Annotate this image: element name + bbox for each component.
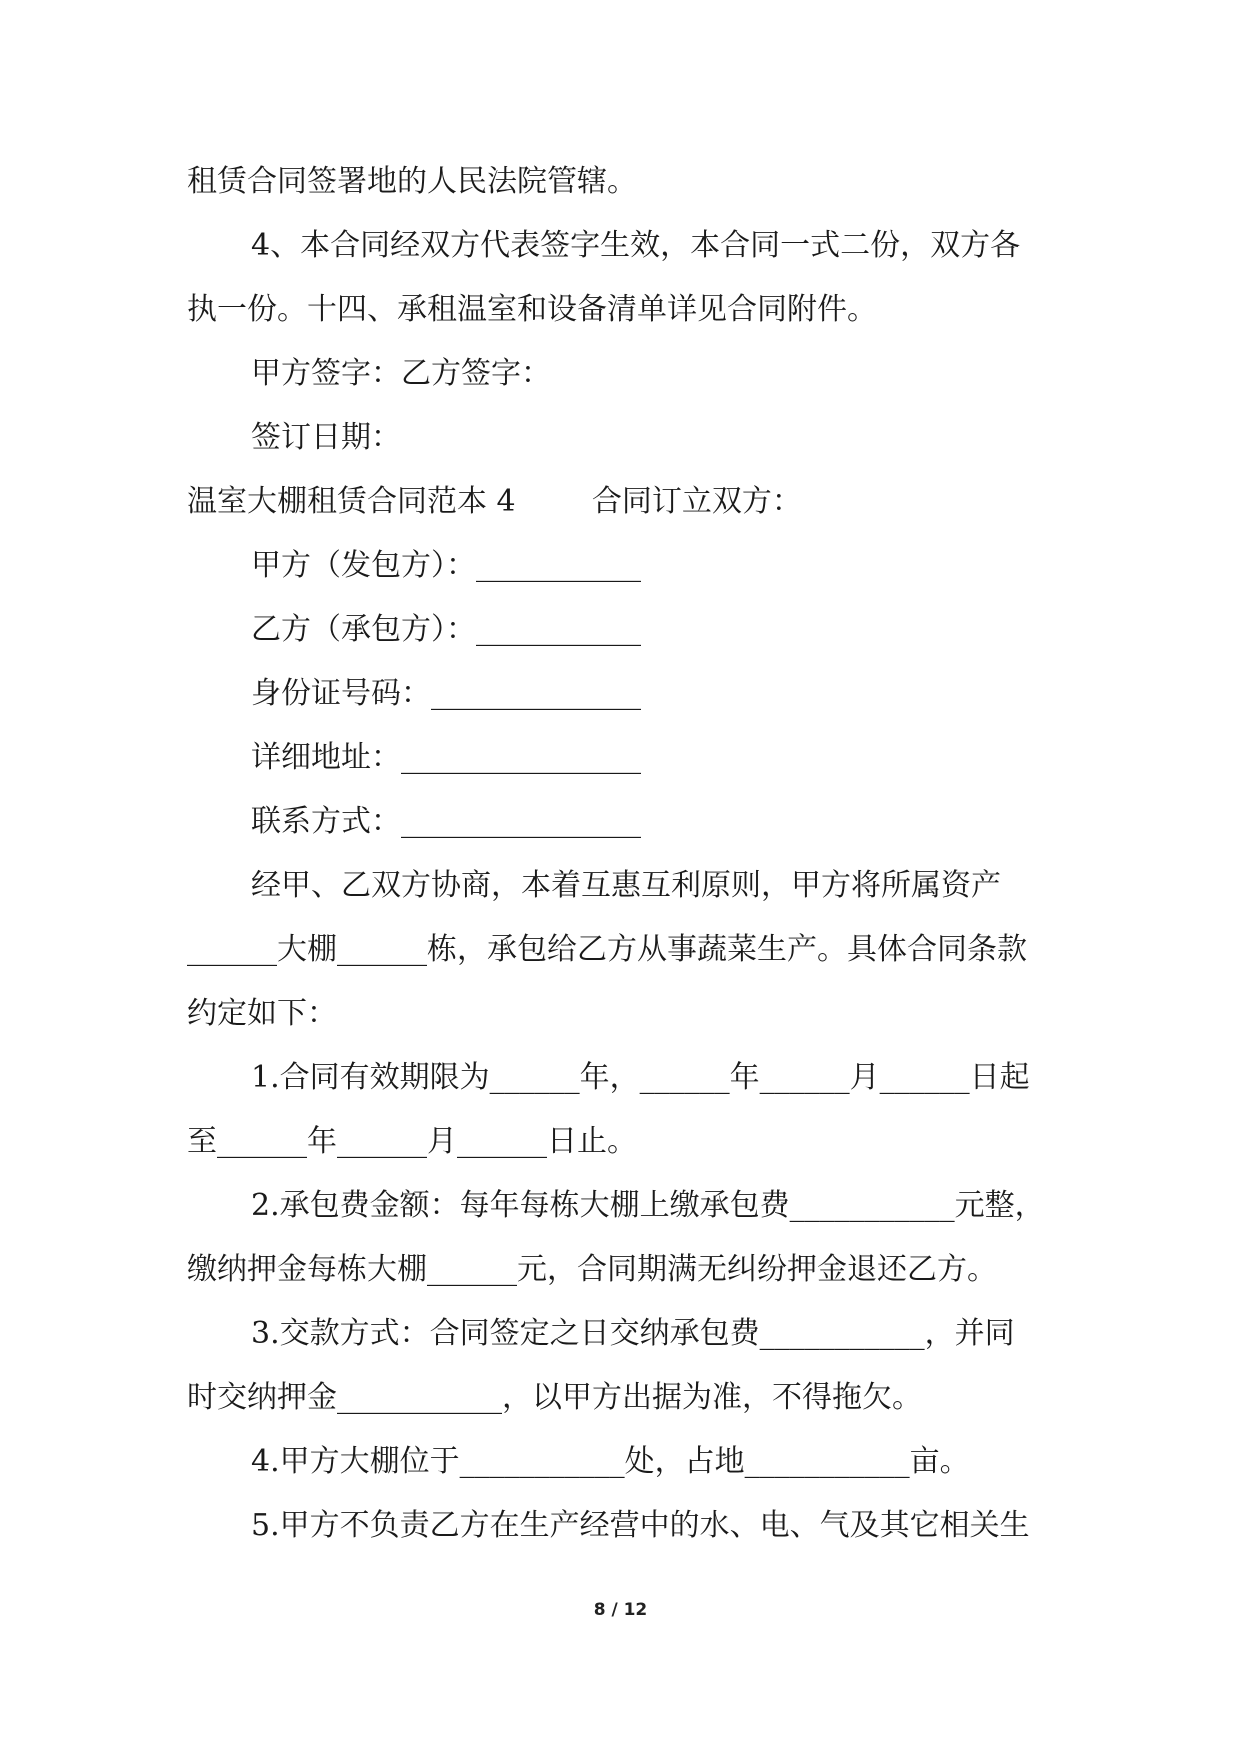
text-line: 4.甲方大棚位于___________处，占地___________亩。	[251, 1444, 970, 1479]
text-line: 租赁合同签署地的人民法院管辖。	[187, 164, 637, 199]
text-line: 时交纳押金___________，以甲方出据为准，不得拖欠。	[187, 1380, 922, 1415]
text-line: 甲方（发包方）：___________	[251, 548, 641, 583]
text-line: 甲方签字：乙方签字：	[251, 356, 551, 391]
text-line: 联系方式：________________	[251, 804, 641, 839]
text-line: 身份证号码：______________	[251, 676, 641, 711]
text-line: 2.承包费金额：每年每栋大棚上缴承包费___________元整，	[251, 1188, 1045, 1223]
text-line: 至______年______月______日止。	[187, 1124, 637, 1159]
text-line: 3.交款方式：合同签定之日交纳承包费___________，并同	[251, 1316, 1015, 1351]
text-line: 经甲、乙双方协商，本着互惠互利原则，甲方将所属资产	[251, 868, 1001, 903]
text-line: 5.甲方不负责乙方在生产经营中的水、电、气及其它相关生	[251, 1508, 1030, 1543]
text-line: ______大棚______栋，承包给乙方从事蔬菜生产。具体合同条款	[187, 932, 1027, 967]
text-line: 温室大棚租赁合同范本 4 合同订立双方：	[187, 484, 802, 519]
text-line: 4、本合同经双方代表签字生效，本合同一式二份，双方各	[251, 228, 1021, 263]
text-line: 缴纳押金每栋大棚______元，合同期满无纠纷押金退还乙方。	[187, 1252, 997, 1287]
text-line: 乙方（承包方）：___________	[251, 612, 641, 647]
text-line: 执一份。十四、承租温室和设备清单详见合同附件。	[187, 292, 877, 327]
text-line: 详细地址：________________	[251, 740, 641, 775]
text-line: 1.合同有效期限为______年，______年______月______日起	[251, 1060, 1030, 1095]
text-line: 约定如下：	[187, 996, 337, 1031]
text-line: 签订日期：	[251, 420, 401, 455]
page-number: 8 / 12	[593, 1600, 648, 1620]
document-body	[187, 150, 1057, 1558]
